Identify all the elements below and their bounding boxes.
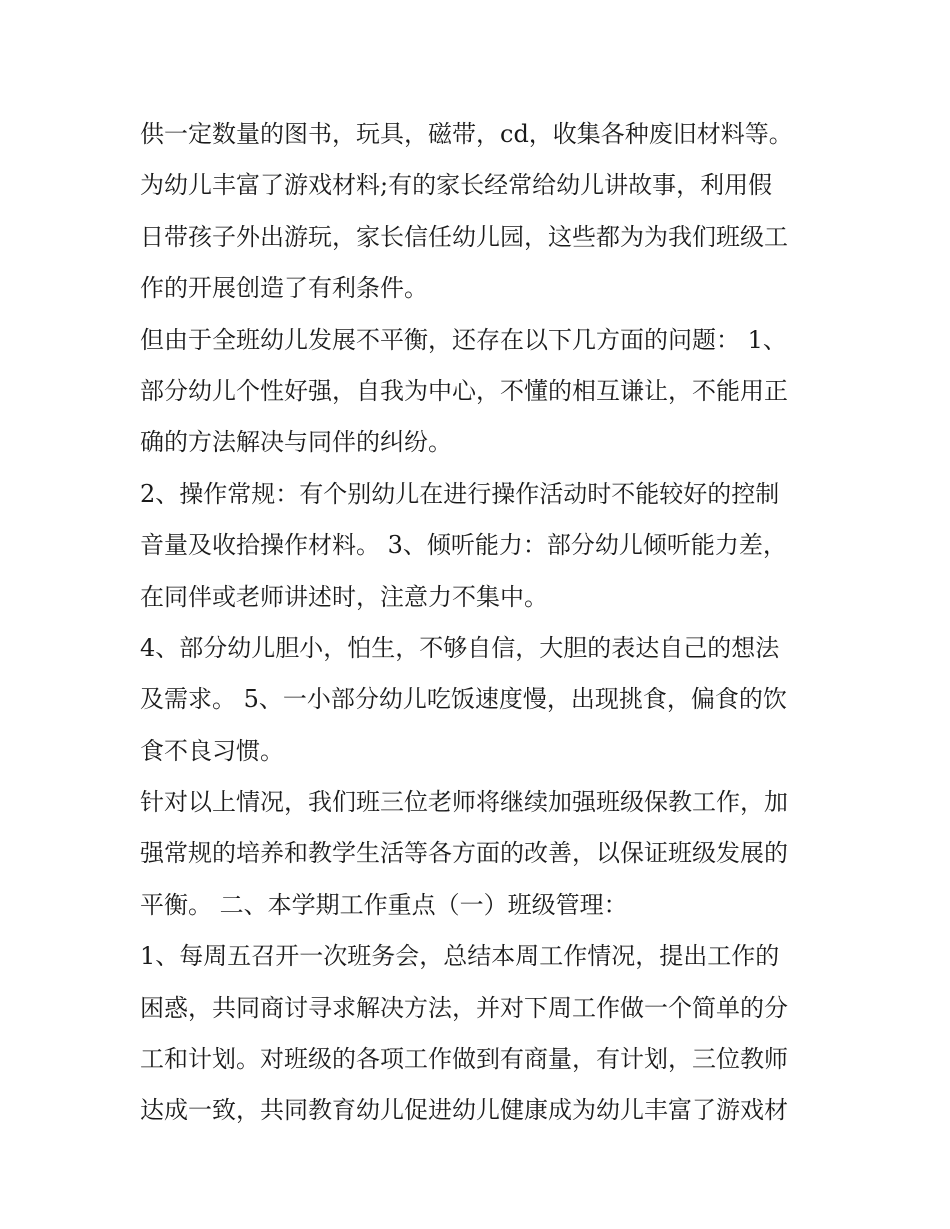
text-line: 食不良习惯。: [140, 736, 284, 765]
document-body: [140, 109, 830, 1137]
text-line: 工和计划。对班级的各项工作做到有商量，有计划，三位教师: [140, 1045, 788, 1074]
text-line: 在同伴或老师讲述时，注意力不集中。: [140, 582, 548, 611]
text-line: 针对以上情况，我们班三位老师将继续加强班级保教工作，加: [140, 788, 788, 817]
text-line: 困惑，共同商讨寻求解决方法，并对下周工作做一个简单的分: [140, 993, 788, 1022]
text-line: 强常规的培养和教学生活等各方面的改善，以保证班级发展的: [140, 839, 788, 868]
text-line: 部分幼儿个性好强，自我为中心，不懂的相互谦让，不能用正: [140, 376, 788, 405]
text-line: 音量及收拾操作材料。 3、倾听能力：部分幼儿倾听能力差，: [140, 531, 787, 560]
text-line: 供一定数量的图书，玩具，磁带，cd，收集各种废旧材料等。: [140, 120, 793, 148]
text-line: 但由于全班幼儿发展不平衡，还存在以下几方面的问题： 1、: [140, 325, 787, 354]
text-line: 及需求。 5、一小部分幼儿吃饭速度慢，出现挑食，偏食的饮: [140, 685, 787, 714]
text-line: 日带孩子外出游玩，家长信任幼儿园，这些都为为我们班级工: [140, 222, 788, 251]
text-line: 1、每周五召开一次班务会，总结本周工作情况，提出工作的: [140, 942, 780, 971]
text-line: 确的方法解决与同伴的纠纷。: [140, 428, 452, 457]
text-line: 为幼儿丰富了游戏材料;有的家长经常给幼儿讲故事，利用假: [140, 171, 773, 200]
text-line: 2、操作常规：有个别幼儿在进行操作活动时不能较好的控制: [140, 479, 780, 508]
text-line: 平衡。 二、本学期工作重点（一）班级管理：: [140, 890, 628, 919]
text-line: 作的开展创造了有利条件。: [140, 274, 428, 303]
text-line: 4、部分幼儿胆小，怕生，不够自信，大胆的表达自己的想法: [140, 633, 780, 662]
text-line: 达成一致，共同教育幼儿促进幼儿健康成为幼儿丰富了游戏材: [140, 1096, 788, 1125]
